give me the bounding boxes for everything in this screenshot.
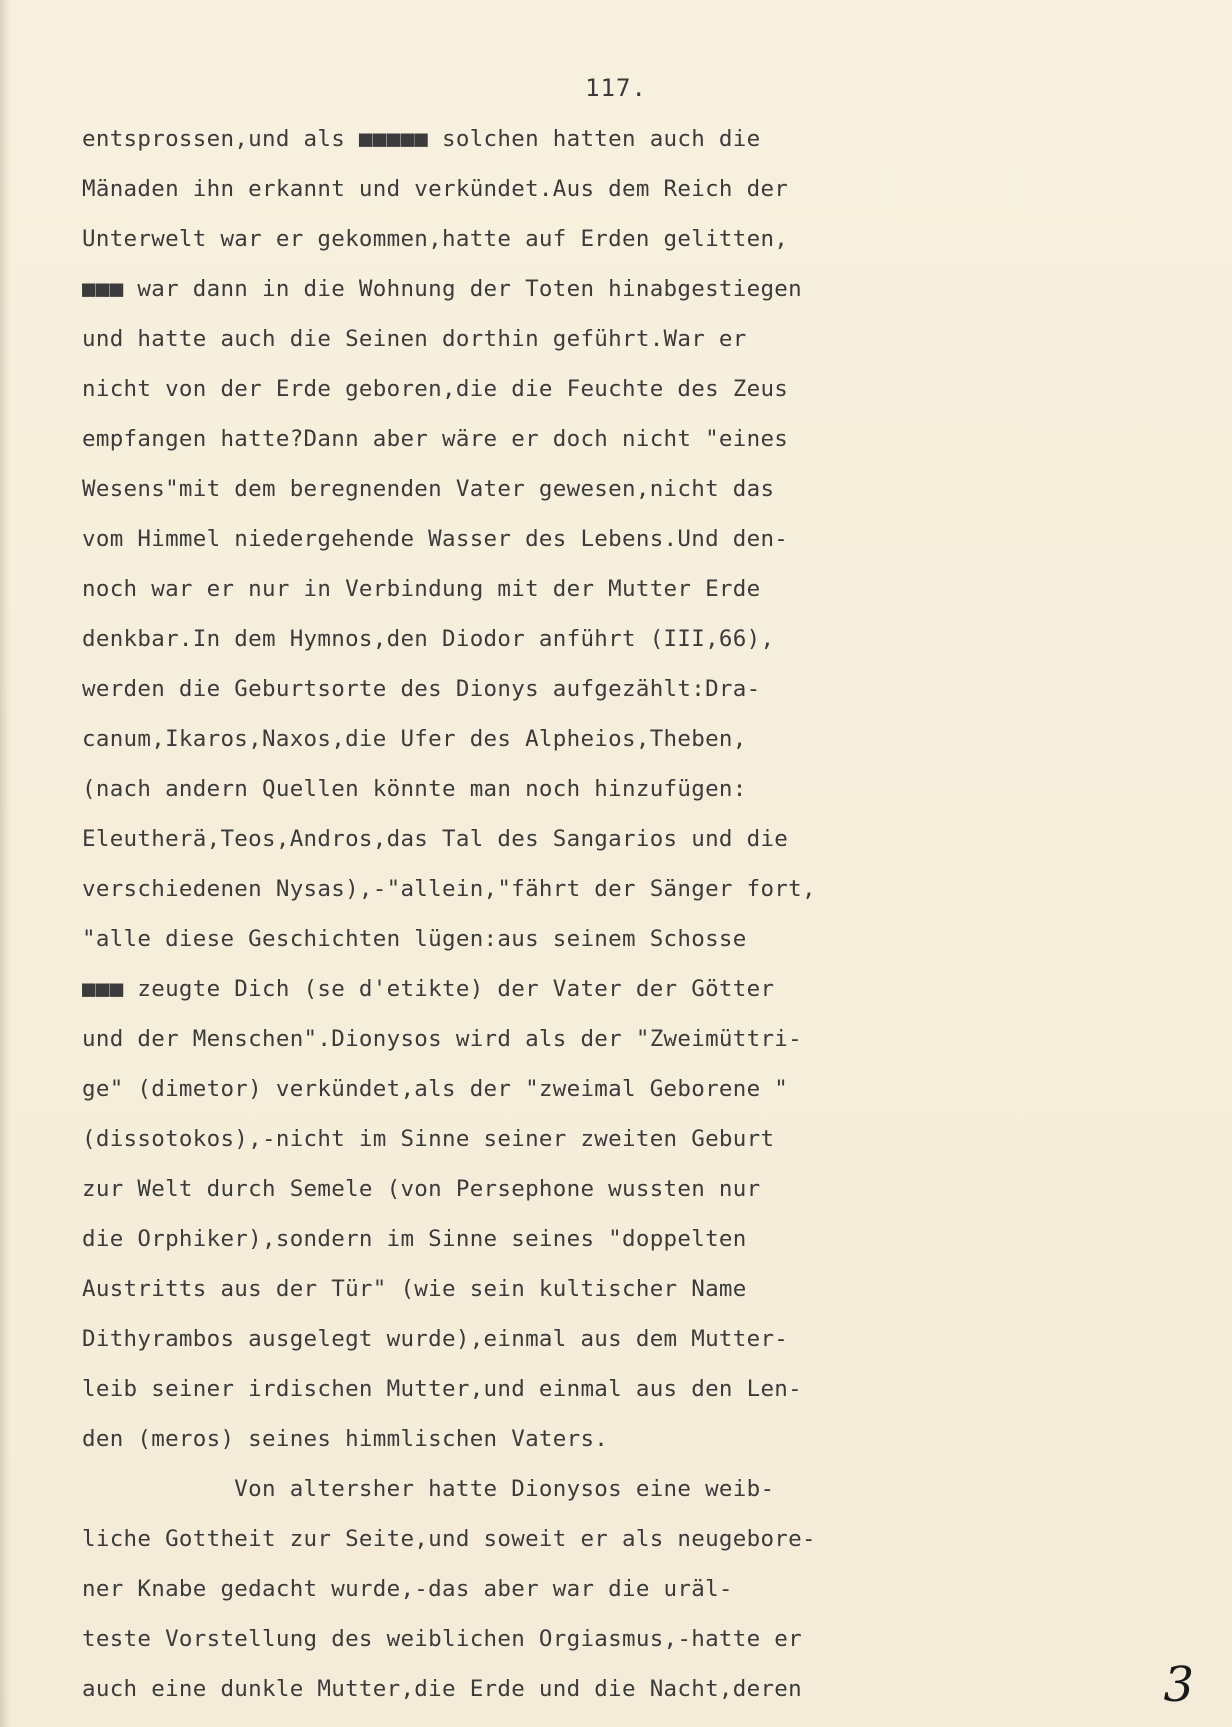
text-line: (dissotokos),-nicht im Sinne seiner zweiten Geburt [82,1126,775,1152]
text-line: denkbar.In dem Hymnos,den Diodor anführt (III,66), [82,626,775,652]
text-line: Von altersher hatte Dionysos eine weib- [82,1476,775,1502]
text-line: die Orphiker),sondern im Sinne seines "doppelten [82,1226,747,1252]
text-line: Austritts aus der Tür" (wie sein kultischer Name [82,1276,747,1302]
text-line: Dithyrambos ausgelegt wurde),einmal aus dem Mutter- [82,1326,789,1352]
text-line: teste Vorstellung des weiblichen Orgiasmus,-hatte er [82,1626,802,1652]
text-line: noch war er nur in Verbindung mit der Mutter Erde [82,576,761,602]
body-text [82,124,1162,1724]
text-line: Mänaden ihn erkannt und verkündet.Aus dem Reich der [82,176,789,202]
text-line: zur Welt durch Semele (von Persephone wussten nur [82,1176,761,1202]
text-line: verschiedenen Nysas),-"allein,"fährt der Sänger fort, [82,876,816,902]
text-line: liche Gottheit zur Seite,und soweit er als neugebore- [82,1526,816,1552]
text-line: ■■■ war dann in die Wohnung der Toten hinabgestiegen [82,276,802,302]
page-number: 117. [585,74,647,102]
text-line: ■■■ zeugte Dich (se d'etikte) der Vater der Götter [82,976,775,1002]
text-line: Eleutherä,Teos,Andros,das Tal des Sangarios und die [82,826,789,852]
text-line: canum,Ikaros,Naxos,die Ufer des Alpheios,Theben, [82,726,747,752]
text-line: werden die Geburtsorte des Dionys aufgezählt:Dra- [82,676,761,702]
page-edge-shadow [0,0,10,1727]
text-line: und hatte auch die Seinen dorthin geführt.War er [82,326,747,352]
text-line: und der Menschen".Dionysos wird als der "Zweimüttri- [82,1026,802,1052]
text-line: Unterwelt war er gekommen,hatte auf Erden gelitten, [82,226,789,252]
margin-mark: 3 [1163,1657,1194,1713]
text-line: nicht von der Erde geboren,die die Feuchte des Zeus [82,376,789,402]
text-line: leib seiner irdischen Mutter,und einmal aus den Len- [82,1376,802,1402]
text-line: empfangen hatte?Dann aber wäre er doch nicht "eines [82,426,789,452]
text-line: auch eine dunkle Mutter,die Erde und die Nacht,deren [82,1676,802,1702]
text-line: vom Himmel niedergehende Wasser des Lebens.Und den- [82,526,789,552]
text-line: (nach andern Quellen könnte man noch hinzufügen: [82,776,747,802]
text-line: entsprossen,und als ■■■■■ solchen hatten auch die [82,126,761,152]
text-line: ge" (dimetor) verkündet,als der "zweimal Geborene " [82,1076,789,1102]
text-line: "alle diese Geschichten lügen:aus seinem Schosse [82,926,747,952]
text-line: Wesens"mit dem beregnenden Vater gewesen,nicht das [82,476,775,502]
text-line: ner Knabe gedacht wurde,-das aber war die uräl- [82,1576,733,1602]
text-line: den (meros) seines himmlischen Vaters. [82,1426,609,1452]
